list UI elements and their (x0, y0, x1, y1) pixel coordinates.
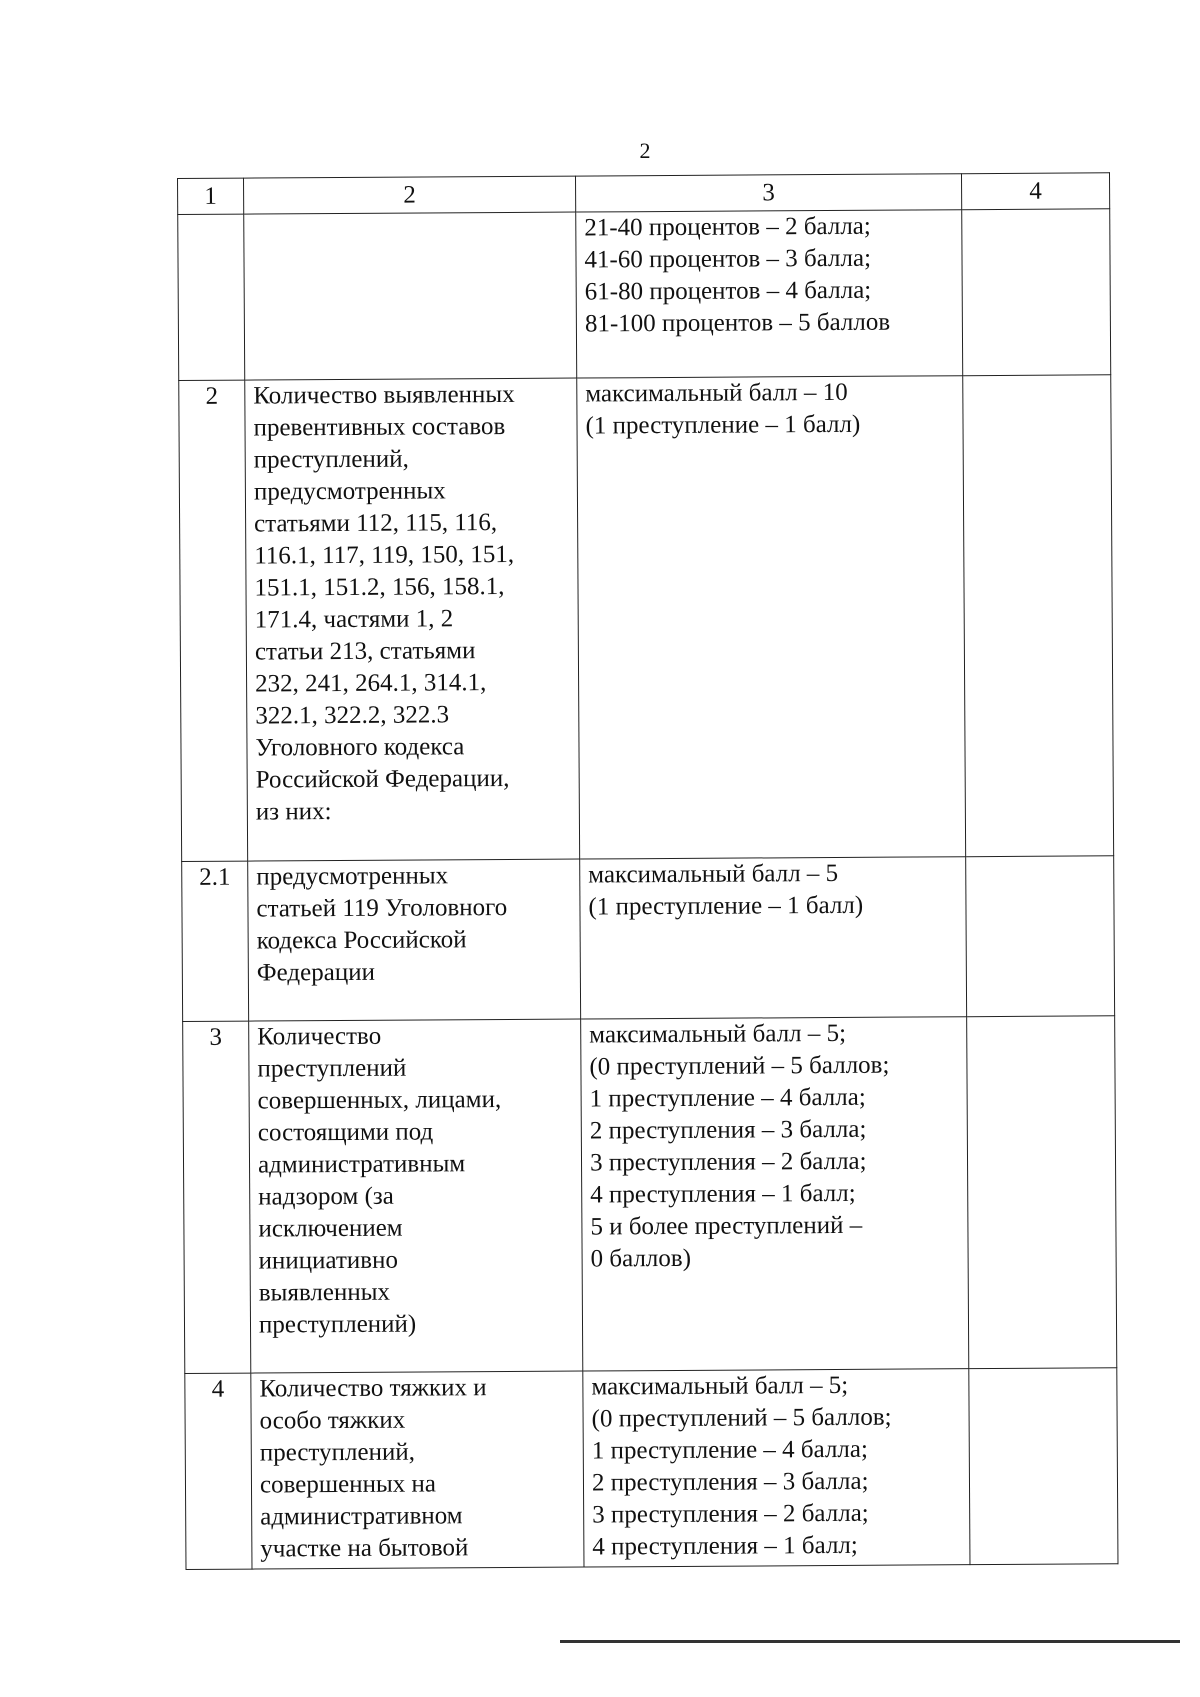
table-row (179, 375, 1114, 862)
criteria-line: 5 и более преступлений – (590, 1211, 863, 1241)
scoring-criteria-cell (577, 376, 966, 859)
table-row (182, 856, 1115, 1022)
description-line: из них: (255, 798, 332, 826)
description-line: 151.1, 151.2, 156, 158.1, (254, 573, 505, 602)
column-4-cell (963, 375, 1114, 857)
description-line: 322.1, 322.2, 322.3 (255, 701, 450, 730)
column-4-cell (962, 209, 1111, 376)
description-line: совершенных на (259, 1470, 437, 1499)
criteria-line: (1 преступление – 1 балл) (588, 891, 864, 921)
table-header-row (178, 173, 1110, 215)
description-line: превентивных составов (253, 412, 506, 442)
column-4-cell (967, 1016, 1117, 1369)
description-line: статьи 213, статьями (254, 637, 476, 666)
row-number-cell: 4 (185, 1373, 252, 1569)
table-body (178, 209, 1118, 1570)
description-line: статьей 119 Уголовного (256, 893, 508, 923)
description-line: исключением (258, 1214, 403, 1243)
table-row (185, 1368, 1118, 1570)
column-header: 4 (961, 173, 1109, 210)
criteria-line: (1 преступление – 1 балл) (585, 410, 861, 440)
criteria-line: максимальный балл – 5 (588, 859, 839, 889)
indicator-description-cell (249, 1019, 583, 1373)
column-4-cell (969, 1368, 1118, 1565)
description-line: административным (257, 1150, 466, 1179)
description-line: преступлений (257, 1054, 407, 1083)
description-line: предусмотренных (253, 477, 446, 506)
page-number: 2 (639, 138, 651, 163)
description-line: Российской Федерации, (255, 764, 510, 794)
row-number-cell (178, 214, 245, 380)
description-line: преступлений, (253, 445, 409, 474)
description-line: состоящими под (257, 1118, 434, 1147)
criteria-line: (0 преступлений – 5 баллов; (589, 1051, 890, 1081)
indicator-description-cell (251, 1371, 584, 1569)
criteria-line: 2 преступления – 3 балла; (591, 1467, 869, 1497)
criteria-line: 21-40 процентов – 2 балла; (584, 212, 871, 242)
criteria-line: 2 преступления – 3 балла; (589, 1115, 867, 1145)
description-line: выявленных (258, 1278, 391, 1307)
description-line: участке на бытовой (260, 1534, 469, 1563)
indicator-description-cell (244, 212, 577, 380)
description-line: административном (260, 1502, 463, 1531)
row-number-cell: 2 (179, 380, 248, 861)
criteria-line: максимальный балл – 5; (591, 1371, 849, 1401)
criteria-line: 4 преступления – 1 балл; (592, 1531, 858, 1561)
description-line: статьями 112, 115, 116, (254, 509, 498, 538)
description-line: Количество выявленных (253, 380, 515, 410)
description-line: Федерации (256, 958, 376, 987)
criteria-line: 0 баллов) (590, 1244, 692, 1273)
row-number-cell: 3 (183, 1021, 251, 1373)
indicator-description-cell (248, 859, 581, 1021)
description-line: преступлений, (259, 1438, 416, 1467)
criteria-line: 41-60 процентов – 3 балла; (584, 244, 872, 274)
scoring-criteria-cell (581, 1017, 969, 1371)
description-line: преступлений) (258, 1310, 417, 1339)
scoring-criteria-cell (580, 857, 967, 1019)
criteria-line: 3 преступления – 2 балла; (589, 1147, 867, 1177)
row-number-cell: 2.1 (182, 861, 249, 1021)
description-line: 116.1, 117, 119, 150, 151, (254, 540, 515, 570)
criteria-line: максимальный балл – 10 (585, 378, 848, 408)
criteria-line: 61-80 процентов – 4 балла; (584, 276, 872, 306)
description-line: совершенных, лицами, (257, 1086, 502, 1115)
criteria-line: 1 преступление – 4 балла; (591, 1435, 868, 1465)
scoring-criteria-cell (583, 1369, 970, 1567)
table-row (183, 1016, 1117, 1374)
description-line: предусмотренных (256, 862, 449, 891)
description-line: Количество тяжких и (259, 1374, 487, 1403)
criteria-line: максимальный балл – 5; (589, 1019, 847, 1049)
description-line: инициативно (258, 1246, 399, 1275)
description-line: особо тяжких (259, 1406, 406, 1435)
description-line: 232, 241, 264.1, 314.1, (255, 669, 487, 698)
scoring-criteria-cell (576, 210, 963, 378)
indicator-description-cell (245, 378, 580, 861)
description-line: Уголовного кодекса (255, 733, 465, 762)
description-line: надзором (за (258, 1182, 394, 1211)
description-line: Количество (257, 1022, 382, 1051)
criteria-table (177, 172, 1118, 1570)
column-4-cell (966, 856, 1115, 1017)
criteria-line: 81-100 процентов – 5 баллов (584, 308, 891, 338)
description-line: 171.4, частями 1, 2 (254, 605, 454, 634)
description-line: кодекса Российской (256, 926, 467, 955)
footer-rule (560, 1640, 1180, 1643)
column-header: 3 (575, 174, 961, 212)
column-header: 2 (244, 176, 576, 214)
column-header: 1 (178, 178, 244, 214)
criteria-line: 1 преступление – 4 балла; (589, 1083, 866, 1113)
criteria-line: 4 преступления – 1 балл; (590, 1179, 856, 1209)
criteria-line: 3 преступления – 2 балла; (592, 1499, 869, 1529)
criteria-line: (0 преступлений – 5 баллов; (591, 1403, 892, 1433)
table-row (178, 209, 1111, 381)
